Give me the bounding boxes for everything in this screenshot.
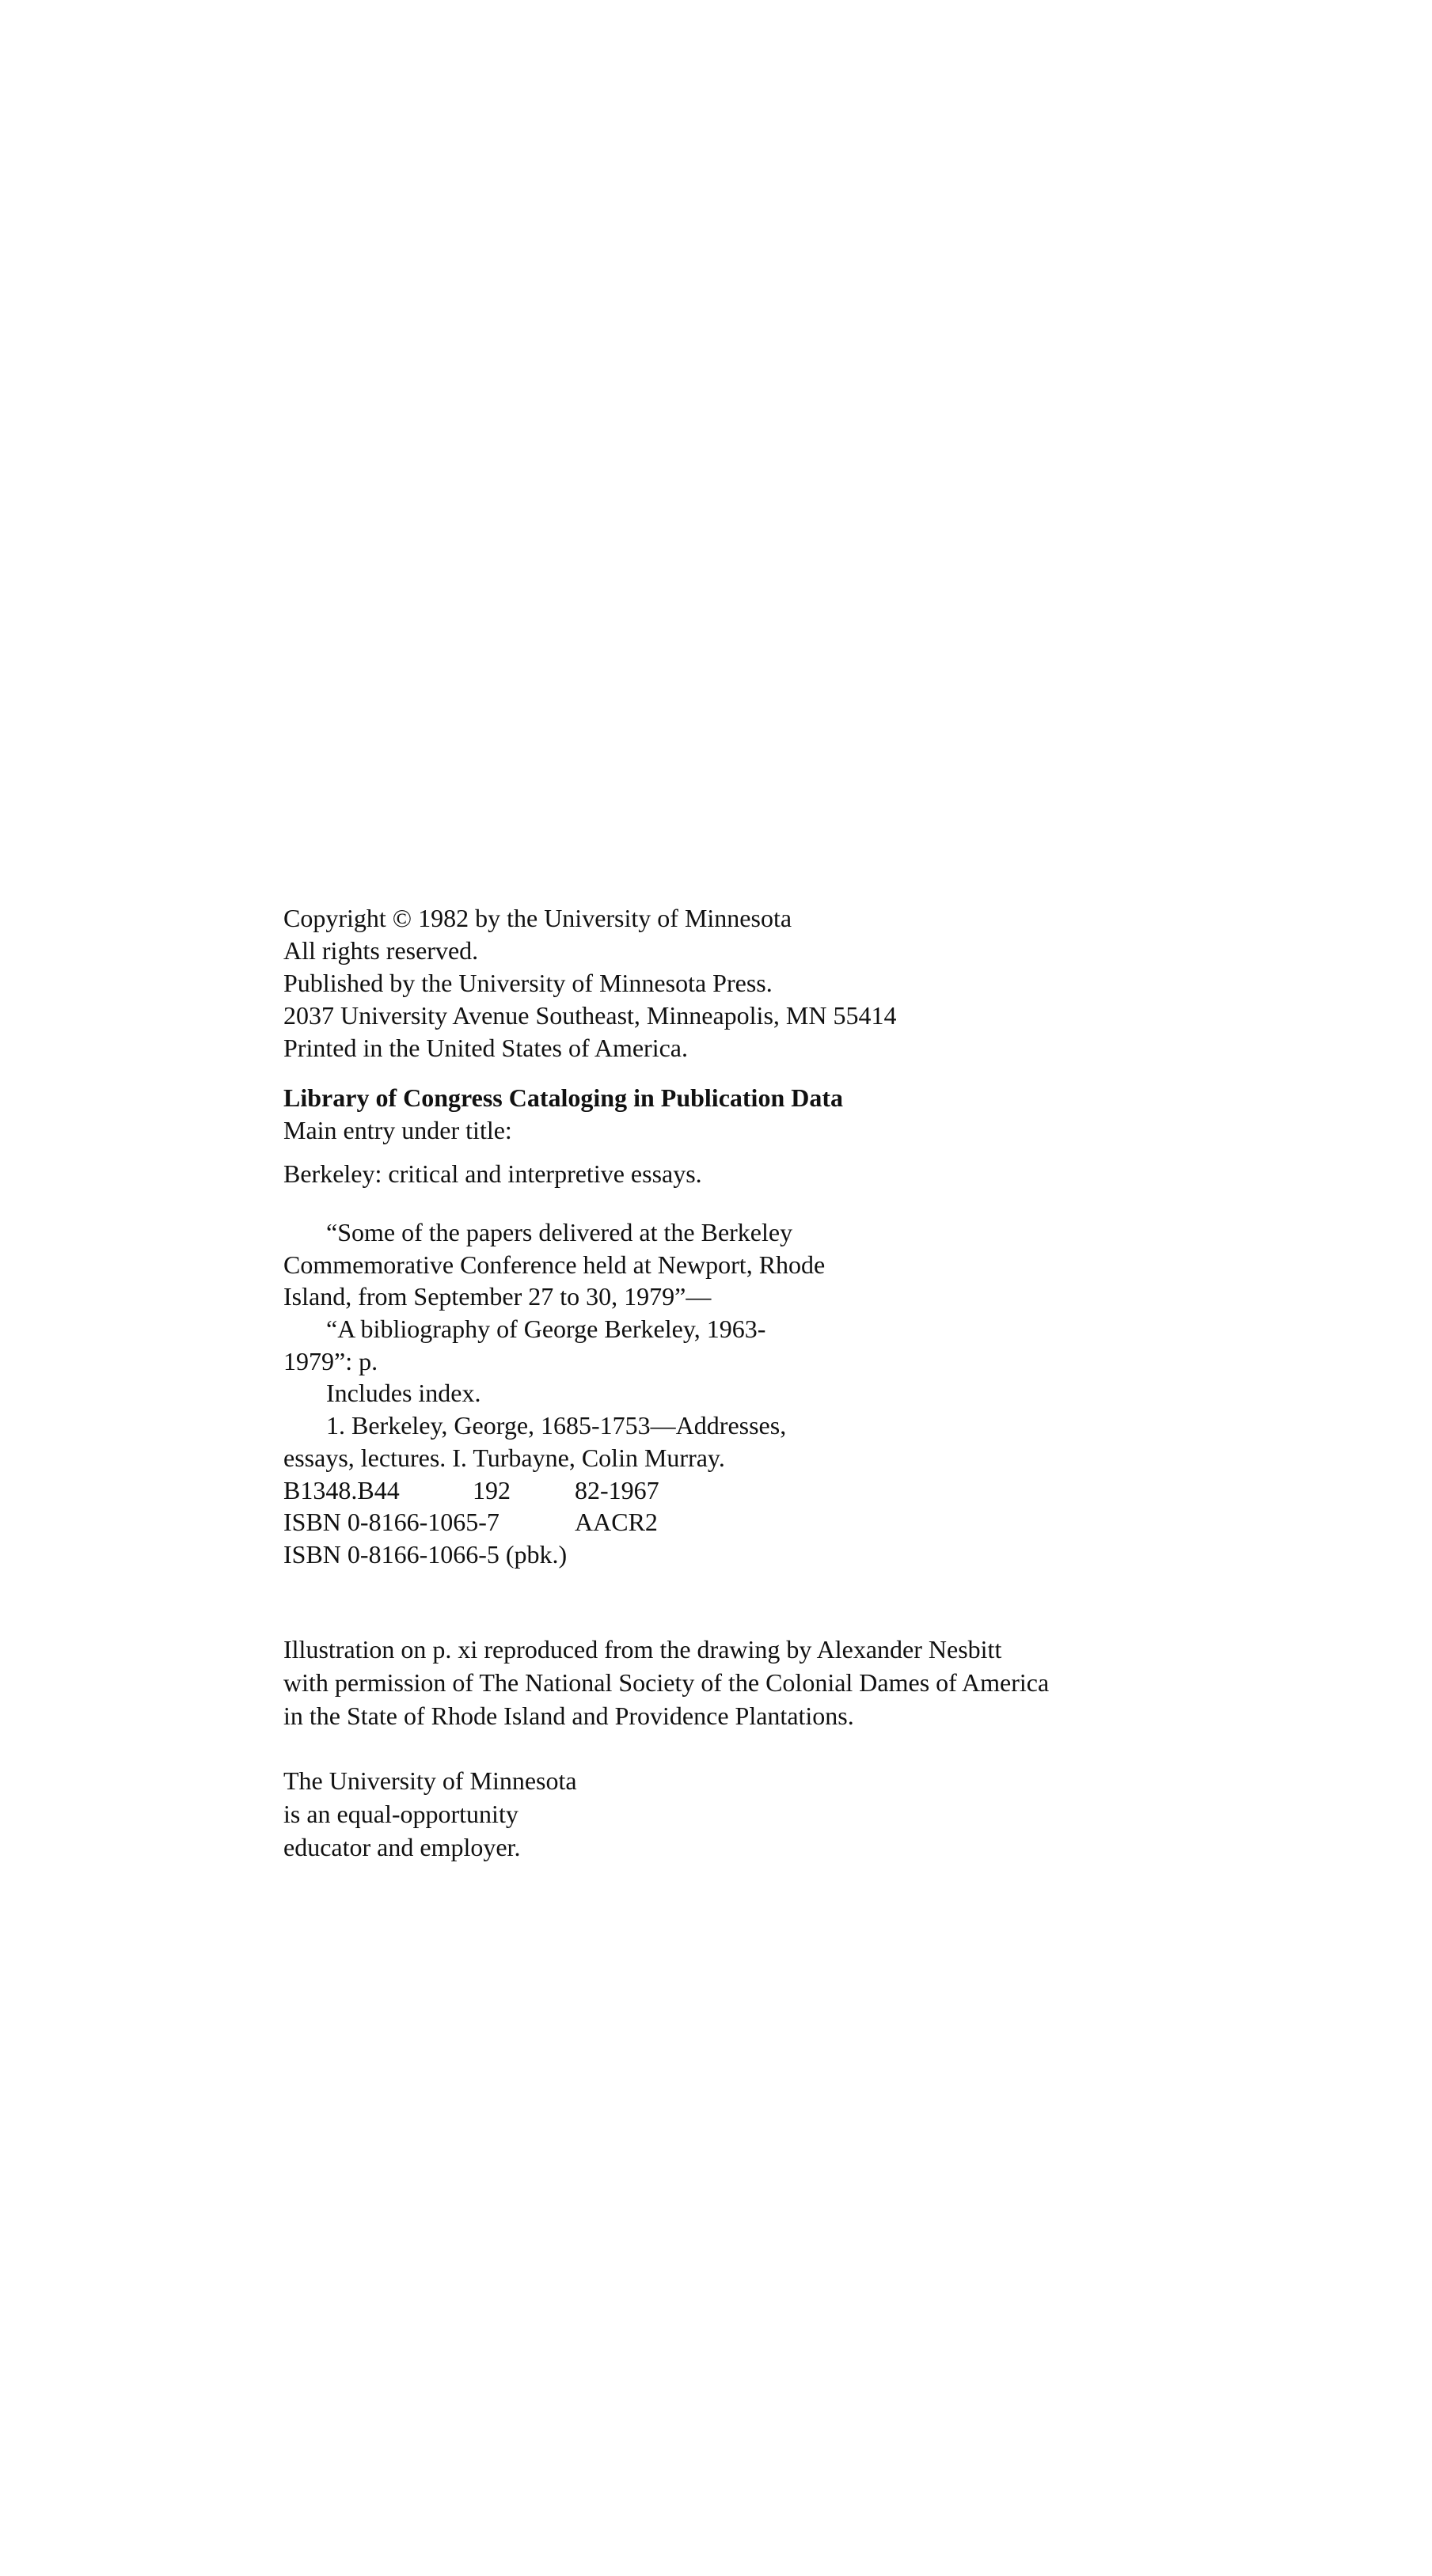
- isbn-cloth: ISBN 0-8166-1065-7: [283, 1508, 499, 1537]
- call-number-row: [283, 1474, 825, 1507]
- rights-line: All rights reserved.: [283, 936, 479, 965]
- printed-line: Printed in the United States of America.: [283, 1034, 688, 1062]
- eo-line: educator and employer.: [283, 1833, 521, 1861]
- cip-note: essays, lectures. I. Turbayne, Colin Murray.: [283, 1443, 725, 1472]
- eo-line: The University of Minnesota: [283, 1766, 577, 1795]
- eo-line: is an equal-opportunity: [283, 1800, 518, 1828]
- cip-note: “A bibliography of George Berkeley, 1963-: [326, 1315, 766, 1344]
- cip-note: “Some of the papers delivered at the Berkeley: [326, 1218, 793, 1246]
- lccn: 82-1967: [575, 1475, 659, 1504]
- cip-note: Island, from September 27 to 30, 1979”—: [283, 1282, 712, 1311]
- cip-note: Includes index.: [326, 1379, 481, 1408]
- illustration-credit-block: [283, 1633, 1049, 1732]
- cip-heading: Library of Congress Cataloging in Publication Data: [283, 1083, 843, 1112]
- cip-notes-block: [283, 1216, 825, 1571]
- aacr: AACR2: [575, 1508, 658, 1537]
- credit-line: Illustration on p. xi reproduced from the drawing by Alexander Nesbitt: [283, 1635, 1002, 1664]
- cip-note: 1. Berkeley, George, 1685-1753—Addresses,: [326, 1411, 787, 1440]
- cip-title-block: [283, 1158, 702, 1190]
- isbn-cloth-row: [283, 1506, 825, 1538]
- call-number: B1348.B44: [283, 1475, 400, 1504]
- cip-note: Commemorative Conference held at Newport, Rhode: [283, 1250, 826, 1279]
- credit-line: in the State of Rhode Island and Providence Plantations.: [283, 1702, 854, 1730]
- publisher-line: Published by the University of Minnesota Press.: [283, 969, 773, 997]
- main-entry: Main entry under title:: [283, 1116, 512, 1144]
- equal-opportunity-block: [283, 1764, 577, 1864]
- cip-title: Berkeley: critical and interpretive essays.: [283, 1159, 702, 1188]
- cip-header: [283, 1082, 843, 1147]
- isbn-paper: ISBN 0-8166-1066-5 (pbk.): [283, 1539, 568, 1569]
- cip-note: 1979”: p.: [283, 1346, 378, 1375]
- credit-line: with permission of The National Society of the Colonial Dames of America: [283, 1668, 1050, 1697]
- dewey-number: 192: [473, 1475, 511, 1504]
- address-line: 2037 University Avenue Southeast, Minneapolis, MN 55414: [283, 1001, 897, 1030]
- copyright-block: [283, 902, 896, 1064]
- copyright-line: Copyright © 1982 by the University of Minnesota: [283, 904, 792, 932]
